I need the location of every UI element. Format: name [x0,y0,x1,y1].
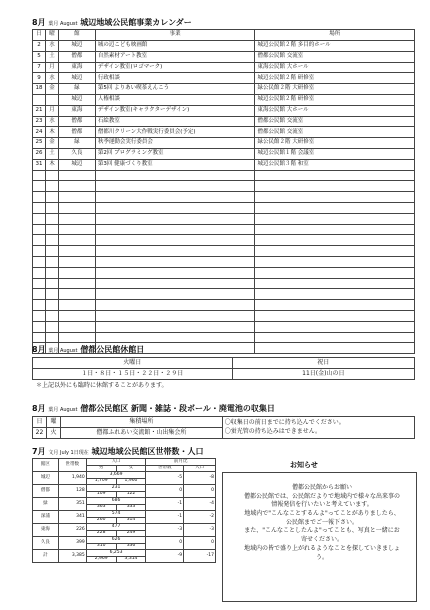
calendar-cell-event [95,224,255,235]
calendar-cell-place [255,213,415,224]
calendar-row [33,84,415,95]
calendar-cell-place [255,192,415,203]
calendar-cell-day: 23 [33,116,46,127]
calendar-cell-place [255,289,415,300]
calendar-cell-place: 城辺公民館２階 研修室 [255,73,415,84]
calendar-cell-place: 緑公民館２階 大研修室 [255,138,415,149]
calendar-row [33,224,415,235]
pop-header-households: 世帯数 [58,459,86,472]
pop-header-population: 人口 [86,459,146,466]
calendar-cell-event: 第5回 よりあい喫茶えんこう [95,84,255,95]
pop-change-households: 0 [146,485,184,498]
collection-table [32,416,415,439]
calendar-row [33,159,415,170]
calendar-row [33,300,415,311]
calendar-cell-dow [45,256,58,267]
pop-total: 686 [86,498,146,505]
calendar-cell-event [95,235,255,246]
calendar-cell-dow [45,235,58,246]
collection-header-place: 集積場所 [60,417,222,428]
pop-change-population: -17 [184,550,216,563]
pop-total: 477 [86,524,146,531]
calendar-cell-day [33,202,46,213]
calendar-cell-day [33,310,46,321]
calendar-cell-hall [58,170,95,181]
population-body [33,472,216,563]
calendar-row [33,73,415,84]
calendar-cell-dow [45,332,58,343]
calendar-cell-day [33,300,46,311]
calendar-cell-place [255,235,415,246]
calendar-cell-event: 第3回 健康づくり教室 [95,159,255,170]
collection-note: 〇蛍光管の持ち込みはできません。 [224,427,322,435]
calendar-cell-event [95,278,255,289]
calendar-cell-place [255,170,415,181]
calendar-cell-place [255,181,415,192]
calendar-cell-dow: 水 [45,41,58,52]
calendar-cell-hall [58,321,95,332]
calendar-row [33,170,415,181]
calendar-cell-hall [58,235,95,246]
calendar-cell-hall: 東海 [58,105,95,116]
calendar-cell-event: 秋季運動会実行委員会 [95,138,255,149]
pop-female: 314 [116,517,146,524]
pop-total: 626 [86,537,146,544]
notice-line: 地域内の皆で盛り上がれるようなことを探していきましょう。 [243,544,400,561]
calendar-cell-event [95,170,255,181]
pop-male: 109 [86,491,116,498]
calendar-cell-day [33,224,46,235]
pop-change-population: -8 [184,472,216,485]
calendar-cell-dow [45,213,58,224]
holiday-note: ＊上記以外にも臨時に休館することがあります。 [36,382,168,389]
calendar-cell-day: 7 [33,62,46,73]
pop-total: 231 [86,485,146,492]
calendar-cell-event [95,192,255,203]
calendar-cell-hall [58,332,95,343]
calendar-row [33,278,415,289]
calendar-cell-event [95,267,255,278]
pop-header-change-households: 世帯数 [146,465,184,472]
calendar-cell-dow [45,224,58,235]
calendar-cell-dow [45,300,58,311]
calendar-cell-dow [45,192,58,203]
calendar-row [33,256,415,267]
calendar-cell-day: 31 [33,159,46,170]
calendar-cell-dow: 月 [45,62,58,73]
pop-female: 122 [116,491,146,498]
calendar-cell-hall: 城辺 [58,41,95,52]
pop-change-households: -5 [146,472,184,485]
calendar-cell-event: 第2回 プログラミング教室 [95,148,255,159]
calendar-cell-place [255,246,415,257]
notice-line: 地域内で"こんなことするんよ"ってことがありましたら、公民館までご一報下さい。 [244,510,400,526]
calendar-row [33,41,415,52]
calendar-cell-place [255,321,415,332]
calendar-cell-day: 2 [33,41,46,52]
pop-female: 1,960 [116,478,146,485]
calendar-cell-event: デザイン教室(キャラクターデザイン) [95,105,255,116]
calendar-cell-hall [58,181,95,192]
calendar-cell-hall: 城辺 [58,94,95,105]
pop-households: 399 [58,537,86,550]
calendar-cell-hall: 城辺 [58,159,95,170]
pop-male: 310 [86,543,116,550]
calendar-cell-day: 25 [33,138,46,149]
pop-households: 128 [58,485,86,498]
notice-text [242,484,402,562]
calendar-cell-dow [45,181,58,192]
pop-change-households: 0 [146,537,184,550]
pop-male: 2,969 [86,556,116,563]
pop-male: 363 [86,504,116,511]
header-hall: 館 [58,30,95,41]
population-title: 7月 文月 July 1日現在 城辺地域公民館区世帯数・人口 [32,447,204,456]
calendar-row [33,310,415,321]
calendar-cell-event [95,181,255,192]
calendar-row [33,127,415,138]
header-event: 事業 [95,30,255,41]
calendar-cell-hall [58,202,95,213]
notice-title: お知らせ [290,461,318,469]
pop-district: 城辺 [33,472,59,485]
calendar-cell-day [33,94,46,105]
calendar-cell-place [255,332,415,343]
collection-dow: 火 [46,428,60,439]
calendar-row [33,267,415,278]
calendar-cell-place [255,300,415,311]
pop-header-change-population: 人口 [184,465,216,472]
calendar-cell-day [33,256,46,267]
calendar-row [33,62,415,73]
calendar-cell-day [33,278,46,289]
pop-total: 574 [86,511,146,518]
calendar-cell-place [255,278,415,289]
pop-change-population: 0 [184,537,216,550]
calendar-cell-place [255,310,415,321]
calendar-cell-event: 石絵教室 [95,116,255,127]
header-place: 場所 [255,30,415,41]
header-dow: 曜 [45,30,58,41]
pop-district: 深浦 [33,511,59,524]
calendar-row [33,246,415,257]
calendar-cell-day: 24 [33,127,46,138]
calendar-cell-place: 城辺公民館２階 研修室 [255,94,415,105]
calendar-row [33,202,415,213]
pop-header-female: 女 [116,465,146,472]
calendar-cell-dow: 金 [45,84,58,95]
calendar-cell-day [33,321,46,332]
pop-households: 226 [58,524,86,537]
calendar-row [33,192,415,203]
holiday-title: 8月 葉月 August 僧都公民館休館日 [32,345,145,354]
calendar-cell-dow [45,289,58,300]
calendar-cell-event [95,256,255,267]
calendar-cell-hall: 城辺 [58,73,95,84]
calendar-header-row [33,30,415,41]
calendar-cell-event: デザイン教室(ロゴマーク) [95,62,255,73]
calendar-cell-hall: 僧都 [58,116,95,127]
calendar-cell-hall: 僧都 [58,51,95,62]
calendar-cell-place: 僧都公民館 交流室 [255,116,415,127]
calendar-cell-day: 21 [33,105,46,116]
calendar-row [33,51,415,62]
pop-header-change: 前月比 [146,459,216,466]
calendar-cell-hall: 緑 [58,138,95,149]
calendar-cell-day [33,267,46,278]
pop-district: 計 [33,550,59,563]
calendar-cell-dow: 金 [45,138,58,149]
header-day: 日 [33,30,46,41]
pop-households: 3,385 [58,550,86,563]
calendar-cell-place [255,343,415,354]
calendar-cell-hall [58,300,95,311]
notice-line: 僧都公民館からお願い [291,484,352,491]
calendar-cell-dow [45,94,58,105]
pop-district: 久良 [33,537,59,550]
pop-female: 336 [116,543,146,550]
pop-change-population: 0 [184,485,216,498]
calendar-cell-day [33,213,46,224]
pop-female: 249 [116,530,146,537]
calendar-cell-event [95,321,255,332]
calendar-cell-dow: 木 [45,127,58,138]
calendar-cell-hall [58,213,95,224]
calendar-cell-day: 9 [33,73,46,84]
calendar-cell-place: 緑公民館２階 大研修室 [255,84,415,95]
calendar-cell-dow: 木 [45,159,58,170]
calendar-cell-event: 僧都川クリーン大作戦実行委員会(予定) [95,127,255,138]
notice-panel [222,456,415,602]
pop-total: 3,669 [86,472,146,479]
pop-change-population: -3 [184,524,216,537]
calendar-row [33,321,415,332]
pop-change-population: -2 [184,511,216,524]
calendar-cell-day: 26 [33,148,46,159]
calendar-cell-place [255,256,415,267]
pop-district: 緑 [33,498,59,511]
pop-households: 341 [58,511,86,524]
calendar-cell-place: 城辺公民館３階 和室 [255,159,415,170]
calendar-cell-hall [58,267,95,278]
calendar-cell-hall [58,289,95,300]
pop-change-population: -4 [184,498,216,511]
calendar-cell-place: 城辺公民館１階 会議室 [255,148,415,159]
collection-day: 22 [33,428,47,439]
calendar-row [33,148,415,159]
calendar-cell-dow: 月 [45,105,58,116]
calendar-cell-dow [45,202,58,213]
calendar-row [33,213,415,224]
calendar-cell-event: 城の辺こども映画館 [95,41,255,52]
calendar-cell-day: 18 [33,84,46,95]
pop-change-households: -9 [146,550,184,563]
pop-households: 1,940 [58,472,86,485]
calendar-cell-place [255,224,415,235]
calendar-cell-hall [58,224,95,235]
pop-header-male: 男 [86,465,116,472]
pop-change-households: -1 [146,498,184,511]
calendar-cell-place: 僧都公民館 交流室 [255,51,415,62]
calendar-cell-hall: 久良 [58,148,95,159]
pop-female: 3,314 [116,556,146,563]
calendar-cell-event [95,246,255,257]
calendar-cell-event: 自然素材アート教室 [95,51,255,62]
calendar-cell-day [33,192,46,203]
calendar-cell-hall [58,278,95,289]
calendar-cell-dow: 水 [45,116,58,127]
calendar-cell-dow [45,267,58,278]
collection-note: 〇収集日の前日までに持ち込んでください。 [224,419,345,427]
calendar-cell-place: 城辺公民館２階 多目的ホール [255,41,415,52]
calendar-cell-dow [45,310,58,321]
calendar-cell-day [33,170,46,181]
calendar-row [33,235,415,246]
calendar-title: 8月 葉月 August 城辺地域公民館事業カレンダー [32,18,192,27]
calendar-cell-dow: 土 [45,51,58,62]
holiday-header-national: 祝日 [232,358,414,369]
pop-change-households: -3 [146,524,184,537]
calendar-cell-day: 5 [33,51,46,62]
calendar-cell-dow [45,246,58,257]
pop-header-district: 館区 [33,459,59,472]
calendar-cell-event: 行政相談 [95,73,255,84]
calendar-cell-place: 東海公民館 大ホール [255,105,415,116]
pop-district: 東海 [33,524,59,537]
collection-place: 僧都ふれあい交流館・山出集会所 [60,428,222,439]
calendar-cell-dow [45,321,58,332]
calendar-cell-place: 東海公民館 大ホール [255,62,415,73]
calendar-cell-hall: 僧都 [58,127,95,138]
collection-notes [222,417,414,439]
pop-total: 6,253 [86,550,146,557]
calendar-row [33,105,415,116]
calendar-cell-event [95,300,255,311]
notice-line: 僧都公民館では、公民館だよりで地域内で様々な出来事の情報発信を行いたいと考えています。 [243,492,400,509]
notice-line: また、"こんなことしたんよ"ってことも、写真と一緒にお寄せください。 [244,527,400,544]
calendar-cell-event: 人権相談 [95,94,255,105]
calendar-body [33,41,415,354]
calendar-cell-hall: 緑 [58,84,95,95]
calendar-row [33,138,415,149]
calendar-row [33,181,415,192]
collection-title: 8月 葉月 August 僧都公民館区 新聞・雑誌・段ボール・廃電池の収集日 [32,404,275,413]
pop-households: 351 [58,498,86,511]
collection-header-dow: 曜 [46,417,60,428]
calendar-cell-day [33,332,46,343]
pop-male: 228 [86,530,116,537]
pop-district: 僧都 [33,485,59,498]
population-table [32,458,216,563]
calendar-cell-event [95,332,255,343]
calendar-cell-place [255,267,415,278]
pop-female: 333 [116,504,146,511]
calendar-row [33,116,415,127]
holiday-national-dates: 11日(金)山の日 [232,369,414,380]
pop-male: 1,709 [86,478,116,485]
pop-male: 260 [86,517,116,524]
calendar-row [33,94,415,105]
calendar-cell-dow [45,170,58,181]
event-calendar-table [32,29,415,354]
pop-change-households: -1 [146,511,184,524]
holiday-header-tuesday: 火曜日 [33,358,233,369]
holiday-table [32,357,415,380]
calendar-cell-hall: 東海 [58,62,95,73]
calendar-cell-place [255,202,415,213]
calendar-cell-dow: 土 [45,148,58,159]
calendar-cell-day [33,246,46,257]
calendar-cell-day [33,181,46,192]
calendar-cell-hall [58,310,95,321]
calendar-row [33,289,415,300]
calendar-cell-dow [45,278,58,289]
calendar-cell-event [95,213,255,224]
calendar-cell-day [33,235,46,246]
calendar-row [33,332,415,343]
calendar-cell-hall [58,256,95,267]
calendar-cell-event [95,202,255,213]
calendar-cell-hall [58,246,95,257]
calendar-cell-day [33,289,46,300]
calendar-cell-place: 僧都公民館 交流室 [255,127,415,138]
calendar-cell-event [95,289,255,300]
calendar-cell-hall [58,192,95,203]
calendar-cell-dow: 水 [45,73,58,84]
holiday-tuesday-dates: １日・８日・１５日・２２日・２９日 [33,369,233,380]
collection-header-day: 日 [33,417,47,428]
calendar-cell-event [95,310,255,321]
